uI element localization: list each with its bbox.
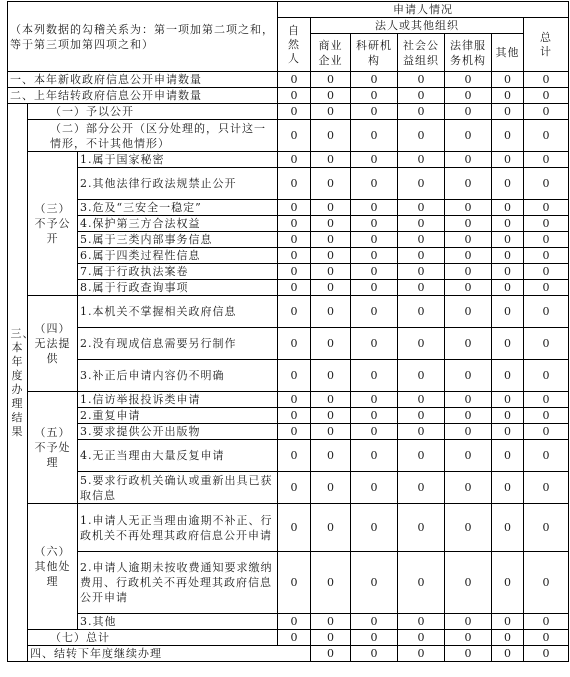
cell-value: 0	[311, 248, 351, 264]
table-row	[8, 152, 569, 168]
cell-value: 0	[278, 248, 311, 264]
cell-value: 0	[492, 248, 524, 264]
table-row	[8, 646, 569, 662]
row-label: 1.申请人无正当理由逾期不补正、行政机关不再处理其政府信息公开申请	[78, 504, 278, 552]
cell-value: 0	[351, 264, 398, 280]
cell-value: 0	[311, 424, 351, 440]
table-row	[8, 552, 569, 614]
cell-value: 0	[311, 216, 351, 232]
cell-value: 0	[524, 296, 569, 328]
table-row	[8, 280, 569, 296]
cell-value: 0	[278, 104, 311, 120]
table-row	[8, 232, 569, 248]
row-label: 8.属于行政查询事项	[78, 280, 278, 296]
cell-value: 0	[492, 408, 524, 424]
cell-value: 0	[524, 88, 569, 104]
cell-value: 0	[311, 104, 351, 120]
cell-value: 0	[445, 232, 492, 248]
cell-value: 0	[524, 630, 569, 646]
cell-value: 0	[445, 120, 492, 152]
cell-value: 0	[311, 392, 351, 408]
cell-value: 0	[278, 472, 311, 504]
cell-value: 0	[492, 168, 524, 200]
row-label: 2.重复申请	[78, 408, 278, 424]
cell-value: 0	[492, 88, 524, 104]
cell-value: 0	[311, 264, 351, 280]
cell-value: 0	[492, 200, 524, 216]
cell-value: 0	[398, 296, 445, 328]
cell-value: 0	[524, 424, 569, 440]
cell-value: 0	[278, 360, 311, 392]
cell-value: 0	[492, 104, 524, 120]
cell-value: 0	[524, 280, 569, 296]
cell-value: 0	[524, 504, 569, 552]
cell-value: 0	[492, 280, 524, 296]
cell-value: 0	[445, 216, 492, 232]
cell-value: 0	[311, 152, 351, 168]
group-label: （五）不予处理	[28, 392, 78, 504]
cell-value: 0	[278, 280, 311, 296]
cell-value: 0	[351, 504, 398, 552]
cell-value: 0	[398, 264, 445, 280]
cell-value: 0	[524, 408, 569, 424]
cell-value: 0	[445, 248, 492, 264]
cell-value: 0	[398, 72, 445, 88]
cell-value: 0	[351, 248, 398, 264]
cell-value: 0	[278, 328, 311, 360]
cell-value: 0	[445, 296, 492, 328]
gov-info-disclosure-table	[7, 1, 569, 662]
row-label: 1.信访举报投诉类申请	[78, 392, 278, 408]
header-natural-person: 自然人	[278, 18, 311, 72]
cell-value: 0	[398, 248, 445, 264]
row-label: 5.属于三类内部事务信息	[78, 232, 278, 248]
cell-value: 0	[351, 168, 398, 200]
cell-value: 0	[524, 168, 569, 200]
cell-value: 0	[351, 216, 398, 232]
cell-value: 0	[351, 120, 398, 152]
table-row	[8, 440, 569, 472]
table-row	[8, 168, 569, 200]
cell-value: 0	[398, 280, 445, 296]
header-business: 商业企业	[311, 34, 351, 72]
cell-value: 0	[524, 248, 569, 264]
cell-value: 0	[524, 552, 569, 614]
row-label: 2.没有现成信息需要另行制作	[78, 328, 278, 360]
cell-value: 0	[351, 630, 398, 646]
table-row	[8, 360, 569, 392]
section-three-label: 三、本年度办理结果	[8, 104, 28, 662]
cell-value: 0	[492, 552, 524, 614]
cell-value: 0	[492, 646, 524, 662]
cell-value: 0	[524, 614, 569, 630]
row-label: 一、本年新收政府信息公开申请数量	[8, 72, 278, 88]
cell-value: 0	[278, 408, 311, 424]
table-row	[8, 424, 569, 440]
cell-value: 0	[351, 408, 398, 424]
cell-value: 0	[278, 200, 311, 216]
cell-value: 0	[351, 472, 398, 504]
header-social: 社会公益组织	[398, 34, 445, 72]
cell-value: 0	[398, 200, 445, 216]
cell-value: 0	[492, 504, 524, 552]
row-label: 四、结转下年度继续办理	[28, 646, 311, 662]
cell-value: 0	[351, 328, 398, 360]
cell-value: 0	[278, 232, 311, 248]
cell-value: 0	[445, 152, 492, 168]
row-label: 1.本机关不掌握相关政府信息	[78, 296, 278, 328]
cell-value: 0	[398, 232, 445, 248]
cell-value: 0	[492, 216, 524, 232]
cell-value: 0	[524, 72, 569, 88]
cell-value: 0	[398, 630, 445, 646]
cell-value: 0	[311, 120, 351, 152]
cell-value: 0	[311, 408, 351, 424]
cell-value: 0	[398, 168, 445, 200]
cell-value: 0	[445, 472, 492, 504]
cell-value: 0	[524, 392, 569, 408]
cell-value: 0	[278, 264, 311, 280]
cell-value: 0	[398, 504, 445, 552]
table-row	[8, 472, 569, 504]
header-applicant: 申请人情况	[278, 2, 569, 18]
table-row	[8, 614, 569, 630]
cell-value: 0	[311, 328, 351, 360]
header-research: 科研机构	[351, 34, 398, 72]
table-row	[8, 296, 569, 328]
group-label: （四）无法提供	[28, 296, 78, 392]
cell-value: 0	[445, 264, 492, 280]
cell-value: 0	[278, 152, 311, 168]
cell-value: 0	[311, 72, 351, 88]
cell-value: 0	[524, 216, 569, 232]
cell-value: 0	[311, 472, 351, 504]
cell-value: 0	[492, 264, 524, 280]
cell-value: 0	[524, 360, 569, 392]
cell-value: 0	[398, 328, 445, 360]
cell-value: 0	[278, 216, 311, 232]
cell-value: 0	[492, 296, 524, 328]
cell-value: 0	[445, 646, 492, 662]
cell-value: 0	[398, 216, 445, 232]
cell-value: 0	[445, 392, 492, 408]
cell-value: 0	[524, 104, 569, 120]
cell-value: 0	[445, 440, 492, 472]
cell-value: 0	[445, 504, 492, 552]
row-label: （七）总计	[28, 630, 278, 646]
cell-value: 0	[351, 232, 398, 248]
cell-value: 0	[398, 152, 445, 168]
cell-value: 0	[524, 440, 569, 472]
cell-value: 0	[278, 168, 311, 200]
cell-value: 0	[351, 392, 398, 408]
cell-value: 0	[311, 200, 351, 216]
cell-value: 0	[351, 280, 398, 296]
row-label: 3.其他	[78, 614, 278, 630]
cell-value: 0	[445, 424, 492, 440]
table-row	[8, 328, 569, 360]
row-label: 6.属于四类过程性信息	[78, 248, 278, 264]
cell-value: 0	[445, 408, 492, 424]
table-row	[8, 504, 569, 552]
cell-value: 0	[524, 232, 569, 248]
cell-value: 0	[445, 88, 492, 104]
report-page	[7, 1, 569, 662]
cell-value: 0	[398, 440, 445, 472]
header-legal-group: 法人或其他组织	[311, 18, 524, 34]
table-row	[8, 392, 569, 408]
cell-value: 0	[351, 296, 398, 328]
cell-value: 0	[398, 424, 445, 440]
cell-value: 0	[398, 392, 445, 408]
cell-value: 0	[398, 646, 445, 662]
row-label: 二、上年结转政府信息公开申请数量	[8, 88, 278, 104]
cell-value: 0	[311, 630, 351, 646]
cell-value: 0	[278, 296, 311, 328]
cell-value: 0	[492, 120, 524, 152]
cell-value: 0	[492, 440, 524, 472]
table-row	[8, 216, 569, 232]
cell-value: 0	[445, 360, 492, 392]
cell-value: 0	[492, 472, 524, 504]
cell-value: 0	[311, 280, 351, 296]
row-label: 1.属于国家秘密	[78, 152, 278, 168]
cell-value: 0	[445, 168, 492, 200]
cell-value: 0	[445, 328, 492, 360]
cell-value: 0	[445, 200, 492, 216]
cell-value: 0	[351, 152, 398, 168]
row-label: 2.申请人逾期未按收费通知要求缴纳费用、行政机关不再处理其政府信息公开申请	[78, 552, 278, 614]
cell-value: 0	[524, 152, 569, 168]
row-label: 3.危及“三安全一稳定”	[78, 200, 278, 216]
cell-value: 0	[351, 552, 398, 614]
cell-value: 0	[445, 280, 492, 296]
cell-value: 0	[351, 646, 398, 662]
cell-value: 0	[311, 360, 351, 392]
header-note: （本列数据的勾稽关系为：第一项加第二项之和，等于第三项加第四项之和）	[8, 2, 278, 72]
cell-value: 0	[398, 88, 445, 104]
cell-value: 0	[398, 120, 445, 152]
row-label: 4.无正当理由大量反复申请	[78, 440, 278, 472]
cell-value: 0	[311, 232, 351, 248]
table-row	[8, 120, 569, 152]
table-row	[8, 72, 569, 88]
cell-value: 0	[351, 424, 398, 440]
cell-value: 0	[445, 72, 492, 88]
cell-value: 0	[492, 152, 524, 168]
cell-value: 0	[351, 72, 398, 88]
cell-value: 0	[278, 614, 311, 630]
cell-value: 0	[351, 440, 398, 472]
cell-value: 0	[311, 168, 351, 200]
cell-value: 0	[311, 614, 351, 630]
cell-value: 0	[311, 296, 351, 328]
cell-value: 0	[524, 646, 569, 662]
cell-value: 0	[492, 328, 524, 360]
cell-value: 0	[524, 200, 569, 216]
cell-value: 0	[492, 72, 524, 88]
cell-value: 0	[311, 552, 351, 614]
row-label: （一）予以公开	[28, 104, 278, 120]
cell-value: 0	[492, 360, 524, 392]
cell-value: 0	[398, 408, 445, 424]
cell-value: 0	[492, 424, 524, 440]
cell-value: 0	[445, 614, 492, 630]
table-row	[8, 630, 569, 646]
cell-value: 0	[311, 646, 351, 662]
cell-value: 0	[278, 424, 311, 440]
cell-value: 0	[492, 232, 524, 248]
cell-value: 0	[351, 614, 398, 630]
row-label: （二）部分公开（区分处理的，只计这一情形，不计其他情形）	[28, 120, 278, 152]
cell-value: 0	[524, 120, 569, 152]
table-row	[8, 408, 569, 424]
cell-value: 0	[278, 504, 311, 552]
cell-value: 0	[445, 630, 492, 646]
cell-value: 0	[398, 614, 445, 630]
row-label: 3.要求提供公开出版物	[78, 424, 278, 440]
cell-value: 0	[398, 552, 445, 614]
cell-value: 0	[311, 440, 351, 472]
table-row	[8, 264, 569, 280]
row-label: 7.属于行政执法案卷	[78, 264, 278, 280]
cell-value: 0	[492, 392, 524, 408]
cell-value: 0	[278, 72, 311, 88]
cell-value: 0	[311, 504, 351, 552]
cell-value: 0	[278, 552, 311, 614]
header-other: 其他	[492, 34, 524, 72]
cell-value: 0	[524, 264, 569, 280]
cell-value: 0	[278, 440, 311, 472]
cell-value: 0	[278, 630, 311, 646]
cell-value: 0	[398, 104, 445, 120]
cell-value: 0	[311, 88, 351, 104]
cell-value: 0	[278, 120, 311, 152]
row-label: 4.保护第三方合法权益	[78, 216, 278, 232]
table-row	[8, 104, 569, 120]
table-row	[8, 248, 569, 264]
header-legal-service: 法律服务机构	[445, 34, 492, 72]
cell-value: 0	[445, 104, 492, 120]
cell-value: 0	[524, 328, 569, 360]
row-label: 5.要求行政机关确认或重新出具已获取信息	[78, 472, 278, 504]
table-row	[8, 200, 569, 216]
cell-value: 0	[398, 360, 445, 392]
cell-value: 0	[492, 630, 524, 646]
header-total: 总计	[524, 18, 569, 72]
group-label: （六）其他处理	[28, 504, 78, 630]
cell-value: 0	[492, 614, 524, 630]
row-label: 2.其他法律行政法规禁止公开	[78, 168, 278, 200]
table-row	[8, 88, 569, 104]
row-label: 3.补正后申请内容仍不明确	[78, 360, 278, 392]
cell-value: 0	[351, 88, 398, 104]
cell-value: 0	[351, 200, 398, 216]
cell-value: 0	[278, 392, 311, 408]
group-label: （三）不予公开	[28, 152, 78, 296]
cell-value: 0	[398, 472, 445, 504]
cell-value: 0	[445, 552, 492, 614]
cell-value: 0	[351, 360, 398, 392]
cell-value: 0	[278, 88, 311, 104]
cell-value: 0	[351, 104, 398, 120]
cell-value: 0	[524, 472, 569, 504]
